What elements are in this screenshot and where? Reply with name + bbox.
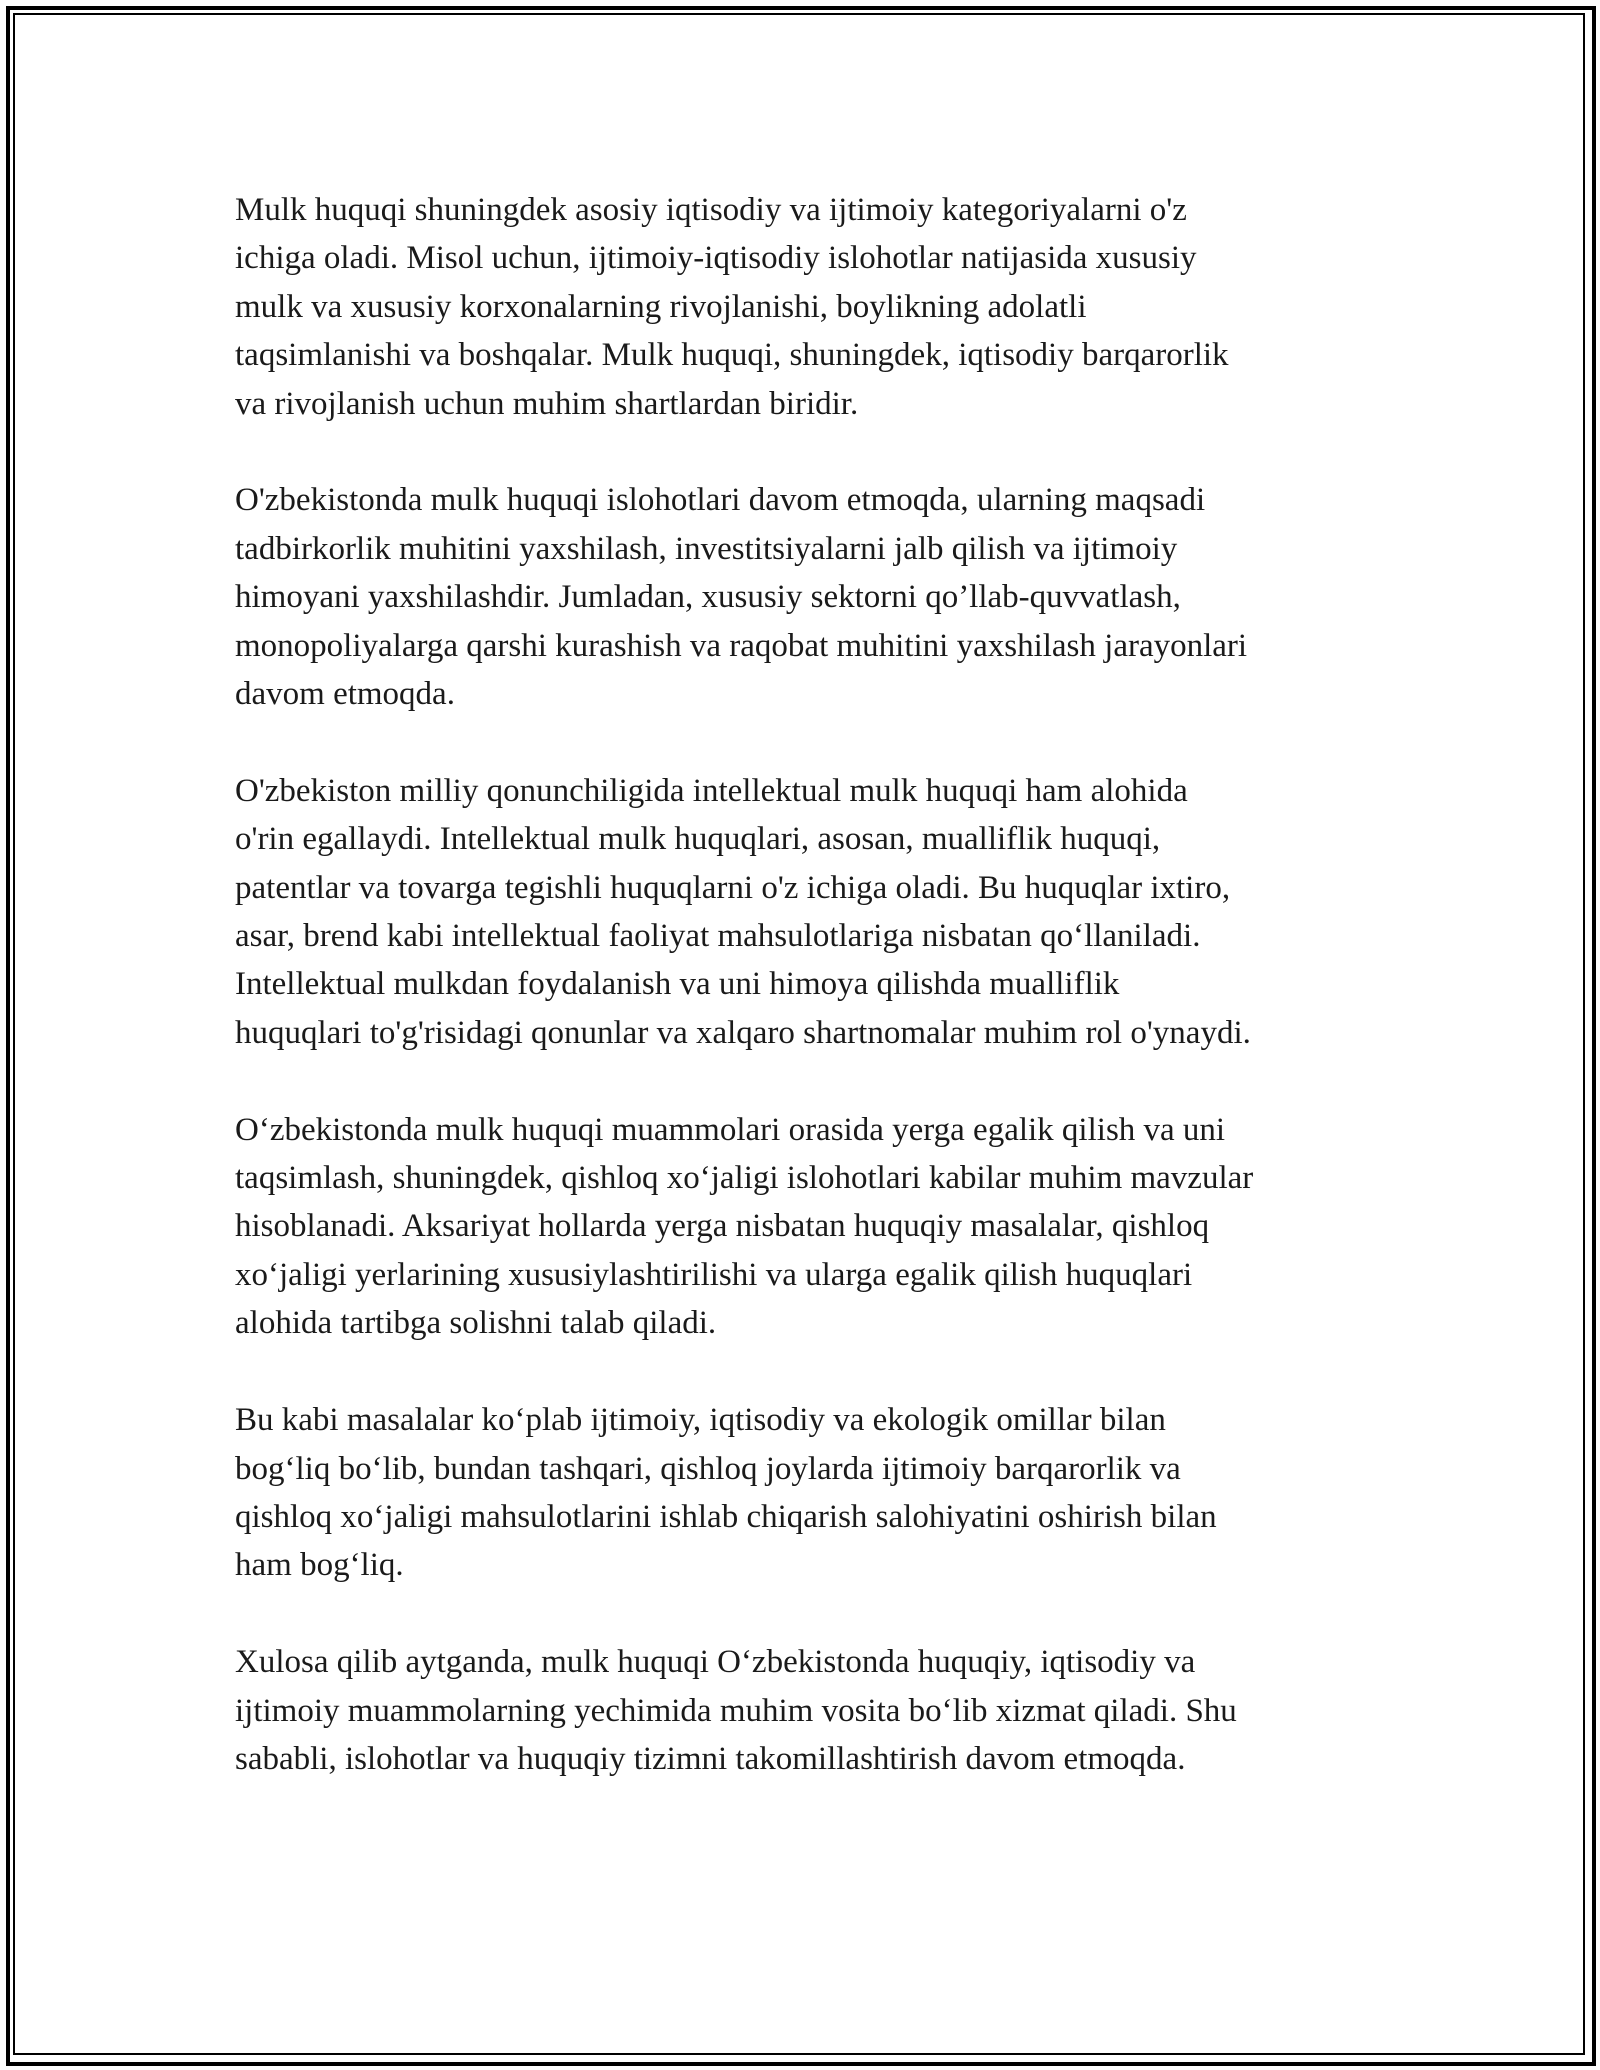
text-line: O'zbekistonda mulk huquqi islohotlari davom etmoqda, ularning maqsadi — [235, 482, 1206, 519]
text-line: qishloq xo‘jaligi mahsulotlarini ishlab chiqarish salohiyatini oshirish bilan — [235, 1498, 1217, 1535]
text-line: mulk va xususiy korxonalarning rivojlanishi, boylikning adolatli — [235, 288, 1087, 325]
paragraph-3 — [235, 767, 1385, 1057]
text-line: ham bog‘liq. — [235, 1547, 404, 1584]
text-line: hisoblanadi. Aksariyat hollarda yerga nisbatan huquqiy masalalar, qishloq — [235, 1208, 1210, 1245]
text-line: va rivojlanish uchun muhim shartlardan biridir. — [235, 385, 859, 422]
text-line: O'zbekiston milliy qonunchiligida intellektual mulk huquqi ham alohida — [235, 772, 1188, 809]
text-line: o'rin egallaydi. Intellektual mulk huquqlari, asosan, mualliflik huquqi, — [235, 821, 1161, 858]
text-line: Bu kabi masalalar ko‘plab ijtimoiy, iqtisodiy va ekologik omillar bilan — [235, 1402, 1166, 1439]
text-line: monopoliyalarga qarshi kurashish va raqobat muhitini yaxshilash jarayonlari — [235, 627, 1248, 664]
text-line: taqsimlash, shuningdek, qishloq xo‘jaligi islohotlari kabilar muhim mavzular — [235, 1160, 1254, 1197]
paragraph-5 — [235, 1396, 1385, 1590]
text-line: Intellektual mulkdan foydalanish va uni himoya qilishda mualliflik — [235, 966, 1120, 1003]
paragraph-1 — [235, 186, 1385, 428]
text-line: taqsimlanishi va boshqalar. Mulk huquqi, shuningdek, iqtisodiy barqarorlik — [235, 337, 1229, 374]
paragraph-6 — [235, 1638, 1385, 1783]
paragraph-2 — [235, 476, 1385, 718]
text-line: Mulk huquqi shuningdek asosiy iqtisodiy va ijtimoiy kategoriyalarni o'z — [235, 192, 1187, 228]
text-line: tadbirkorlik muhitini yaxshilash, investitsiyalarni jalb qilish va ijtimoiy — [235, 530, 1178, 567]
text-line: ichiga oladi. Misol uchun, ijtimoiy-iqtisodiy islohotlar natijasida xususiy — [235, 240, 1197, 277]
document-body — [235, 186, 1385, 1832]
text-line: alohida tartibga solishni talab qiladi. — [235, 1305, 717, 1342]
text-line: O‘zbekistonda mulk huquqi muammolari orasida yerga egalik qilish va uni — [235, 1111, 1226, 1148]
text-line: xo‘jaligi yerlarining xususiylashtirilishi va ularga egalik qilish huquqlari — [235, 1256, 1193, 1293]
text-line: himoyani yaxshilashdir. Jumladan, xususiy sektorni qo’llab-quvvatlash, — [235, 579, 1181, 616]
text-line: asar, brend kabi intellektual faoliyat mahsulotlariga nisbatan qo‘llaniladi. — [235, 918, 1201, 955]
text-line: ijtimoiy muammolarning yechimida muhim vosita bo‘lib xizmat qiladi. Shu — [235, 1692, 1237, 1729]
text-line: bog‘liq bo‘lib, bundan tashqari, qishloq joylarda ijtimoiy barqarorlik va — [235, 1450, 1181, 1487]
text-line: davom etmoqda. — [235, 676, 455, 713]
text-line: Xulosa qilib aytganda, mulk huquqi O‘zbekistonda huquqiy, iqtisodiy va — [235, 1644, 1196, 1681]
paragraph-4 — [235, 1106, 1385, 1348]
text-line: huquqlari to'g'risidagi qonunlar va xalqaro shartnomalar muhim rol o'ynaydi. — [235, 1014, 1251, 1051]
text-line: sababli, islohotlar va huquqiy tizimni takomillashtirish davom etmoqda. — [235, 1740, 1186, 1777]
text-line: patentlar va tovarga tegishli huquqlarni o'z ichiga oladi. Bu huquqlar ixtiro, — [235, 869, 1231, 906]
